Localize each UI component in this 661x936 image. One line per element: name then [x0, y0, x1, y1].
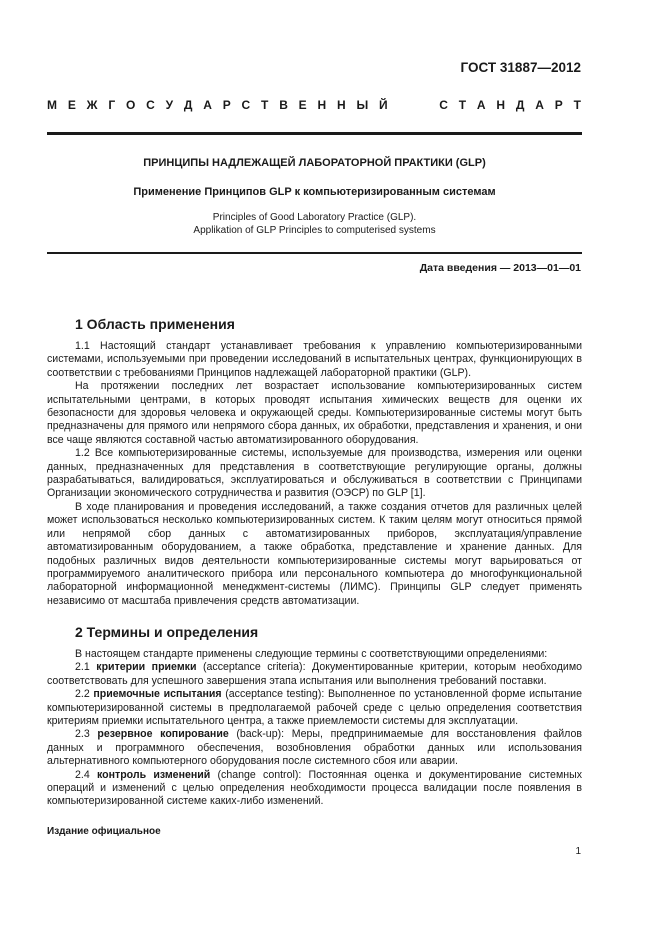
heading-letter: Г [108, 98, 116, 112]
document-title: ПРИНЦИПЫ НАДЛЕЖАЩЕЙ ЛАБОРАТОРНОЙ ПРАКТИКИ (GLP) [143, 157, 486, 169]
heading-letter: Н [336, 98, 346, 112]
heading-letter: А [476, 98, 486, 112]
heading-letter: Ж [86, 98, 98, 112]
term-text: (acceptance testing): Выполненное по установленной форме испытание компьютеризированной системы в предполагаемой рабочей среде с целью определения соответствия критериям приемки испытательного центра, а также приемлемости системы для эксплуатации. [47, 688, 582, 728]
heading-letter: Е [298, 98, 307, 112]
section-terms-body [47, 648, 582, 809]
document-subtitle: Применение Принципов GLP к компьютеризированным системам [133, 186, 496, 198]
term-definition [47, 769, 582, 809]
heading-letter: Д [515, 98, 525, 112]
section-heading-terms: 2 Термины и определения [75, 624, 259, 640]
heading-letter: Т [573, 98, 581, 112]
heading-letter: Т [261, 98, 269, 112]
english-title-line: Principles of Good Laboratory Practice (GLP). [212, 212, 417, 223]
term-definition [47, 688, 582, 728]
term-name: контроль изменений [96, 768, 211, 781]
term-text: (acceptance criteria): Документированные критерии, которым необходимо соответствовать для успешного завершения этапа испытания или выполнения требований поставки. [47, 661, 582, 687]
header-divider [47, 132, 582, 135]
heading-letter: Е [67, 98, 76, 112]
section-heading-scope: 1 Область применения [75, 316, 235, 332]
term-number: 2.3 [75, 728, 90, 741]
term-definition [47, 728, 582, 768]
term-number: 2.1 [75, 661, 90, 674]
heading-letter: С [146, 98, 155, 112]
term-text: (change control): Постоянная оценка и документирование системных операций и изменений с целью определения необходимости процесса валидации после появления в компьютеризированной системе каких-либо изменений. [47, 768, 582, 808]
page-number: 1 [575, 846, 581, 857]
english-title [47, 211, 582, 237]
term-name: критерии приемки [96, 661, 197, 674]
introduction-date: Дата введения — 2013—01—01 [419, 262, 581, 274]
heading-letter: А [203, 98, 212, 112]
term-name: приемочные испытания [93, 688, 222, 701]
term-text: (back-up): Меры, предпринимаемые для восстановления файлов данных и программного обеспечения, возобновления обработки данных или использования альтернативного компьютерного оборудования после системного сбоя или аварии. [47, 728, 582, 768]
heading-letter: С [241, 98, 251, 112]
term-number: 2.2 [75, 688, 90, 701]
word-gap [398, 98, 428, 112]
paragraph: В ходе планирования и проведения исследований, а также создания отчетов для различных целей может использоваться несколько компьютеризированных систем. К таким целям могут относиться прямой или непрямой сбор данных с автоматизированных приборов, эксплуатация/управление автоматизированным оборудованием, а также обработка, представление и хранение данных. Для подобных различных видов деятельности компьютеризированные системы могут варьироваться от программируемого аналитического прибора или персонального компьютера до многофункциональной лабораторной информационной менеджмент-системы (ЛИМС). Принципы GLP следует применять независимо от масштаба привлечения средств автоматизации. [47, 500, 582, 607]
heading-letter: В [279, 98, 288, 112]
heading-letter: Д [183, 98, 193, 112]
paragraph: В настоящем стандарте применены следующие термины с соответствующими определениями: [75, 648, 548, 660]
term-name: резервное копирование [97, 728, 229, 741]
term-definition [47, 661, 582, 688]
paragraph: 1.1 Настоящий стандарт устанавливает требования к управлению компьютеризированными системами, используемыми при проведении исследований в испытательных центрах, функционирующих в соответствии с требованиями Принципов надлежащей лабораторной практики (GLP). [47, 340, 582, 379]
official-edition-label: Издание официальное [47, 826, 161, 837]
paragraph: 1.2 Все компьютеризированные системы, используемые для производства, измерения или оценки данных, предназначенных для представления в соответствующие регулирующие органы, должны разрабатываться, валидироваться, эксплуатироваться и обслуживаться в соответствии с Принципами Организации экономического сотрудничества и развития (ОЭСР) по GLP [1]. [47, 447, 582, 500]
heading-letter: О [125, 98, 136, 112]
heading-letter: Н [317, 98, 327, 112]
section-scope-body [47, 340, 582, 608]
heading-letter: Н [496, 98, 506, 112]
heading-letter: Р [554, 98, 563, 112]
heading-letter: У [165, 98, 174, 112]
paragraph: На протяжении последних лет возрастает использование компьютеризированных систем испытательными центрами, в которых проводят испытания химических веществ для оценки их безопасности для здоровья человека и окружающей среды. Компьютеризированные системы могут быть предназначены для прямого или непрямого сбора данных, их обработки, представления и хранения, и они все чаще являются составной частью автоматизированного оборудования. [47, 380, 582, 446]
heading-letter: Ы [356, 98, 369, 112]
heading-letter: Т [458, 98, 467, 112]
heading-letter: С [439, 98, 448, 112]
interstate-standard-heading [47, 98, 581, 112]
heading-letter: А [535, 98, 544, 112]
heading-letter: Р [222, 98, 231, 112]
title-divider [47, 252, 582, 254]
heading-letter: Й [379, 98, 388, 112]
heading-letter: М [47, 98, 57, 112]
standard-code: ГОСТ 31887—2012 [460, 60, 581, 75]
english-title-line: Applikation of GLP Principles to computerised systems [193, 225, 436, 236]
term-number: 2.4 [75, 768, 90, 781]
